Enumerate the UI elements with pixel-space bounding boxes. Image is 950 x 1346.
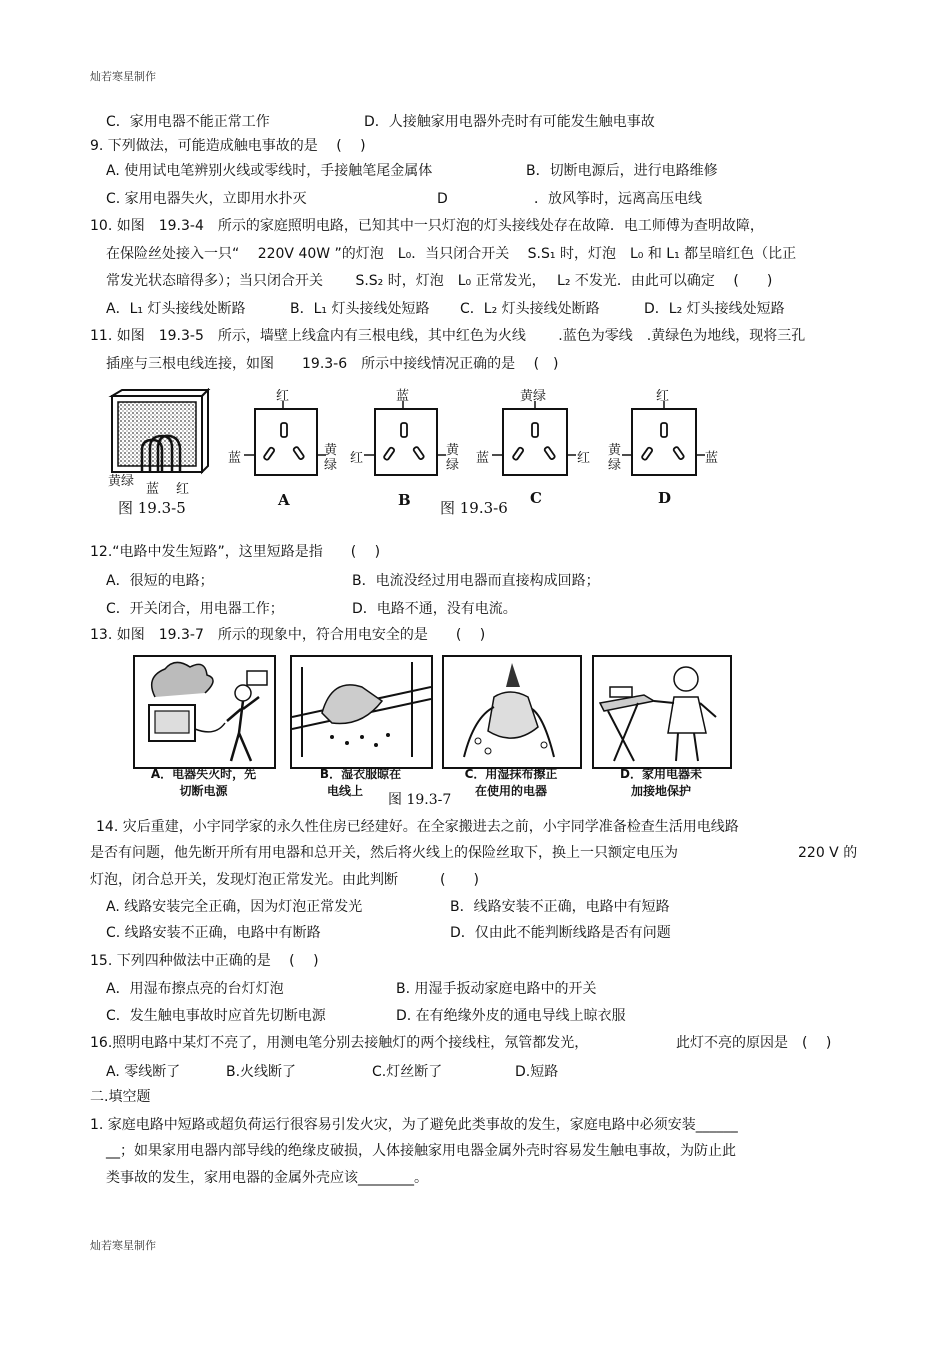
q13-stem: 13. 如图 19.3-7 所示的现象中，符合用电安全的是 ( ) [90,627,486,643]
caption-b-line-1: B．湿衣服晾在 [319,767,402,781]
q11-line-1: 11. 如图 19.3-5 所示，墙壁上线盒内有三根电线，其中红色为火线 .蓝色为零线 .黄绿色为地线，现将三孔 [90,328,806,344]
q15-option-b: B. 用湿手扳动家庭电路中的开关 [396,981,597,997]
q9-option-b: B．切断电源后，进行电路维修 [526,163,718,179]
page-header: 灿若寒星制作 [90,70,156,83]
q9-option-d-letter: D [437,191,448,207]
q16-stem: 16.照明电路中某灯不亮了，用测电笔分别去接触灯的两个接线柱，氖管都发光， [90,1035,589,1051]
socket-c-left-label: 蓝 [476,451,490,466]
fill-q1-line-2: __；如果家用电器内部导线的绝缘皮破损，人体接触家用电器金属外壳时容易发生触电事故，为防止此 [106,1143,736,1159]
illustration-a-fire-unplug [133,655,276,769]
socket-a-letter: A [278,491,290,509]
q9-stem: 9. 下列做法，可能造成触电事故的是 ( ) [90,138,366,154]
socket-a-top-label: 红 [276,389,290,404]
caption-c-line-2: 在使用的电器 [474,784,547,798]
socket-d [608,385,733,505]
socket-b-top-label: 蓝 [396,389,410,404]
q12-option-b: B．电流没经过用电器而直接构成回路； [352,573,600,589]
socket-b-letter: B [398,491,411,509]
socket-c [476,385,601,505]
illustration-b-wet-clothes [290,655,433,769]
wall-box-label-red: 红 [176,482,190,497]
socket-c-right-label: 红 [577,451,591,466]
socket-a [228,385,353,509]
fill-q1-line-1: 1. 家庭电路中短路或超负荷运行很容易引发火灾，为了避免此类事故的发生，家庭电路中必须安装______ [90,1117,738,1133]
wall-box-label-yellow-green: 黄绿 [108,474,135,489]
caption-d-line-2: 加接地保护 [630,784,691,798]
figure-19-3-5-caption: 图 19.3-5 [118,499,186,517]
socket-b [350,385,475,509]
q14-line-3: 灯泡，闭合总开关，发现灯泡正常发光。由此判断 ( ) [90,872,479,888]
q9-option-d: ．放风筝时，远离高压电线 [534,191,702,207]
q10-line-3: 常发光状态暗得多）；当只闭合开关 S.S₂ 时，灯泡 L₀ 正常发光， L₂ 不发光．由此可以确定 ( ) [106,273,773,289]
wet-cloth-drawing [444,657,580,767]
socket-b-left-label: 红 [350,451,364,466]
socket-a-left-label: 蓝 [228,451,242,466]
q9-option-a: A. 使用试电笔辨别火线或零线时，手接触笔尾金属体 [106,163,433,179]
q8-option-d: D．人接触家用电器外壳时有可能发生触电事故 [364,114,655,130]
socket-c-drawing [476,385,601,505]
q16-option-b: B.火线断了 [226,1064,297,1080]
wet-clothes-drawing [292,657,431,767]
q10-line-2: 在保险丝处接入一只“ 220V 40W ”的灯泡 L₀．当只闭合开关 S.S₁ 时，灯泡 L₀ 和 L₁ 都呈暗红色（比正 [106,246,797,262]
figure-19-3-6-caption: 图 19.3-6 [440,499,508,517]
wall-box-label-blue: 蓝 [146,482,160,497]
q14-line-1: 14. 灾后重建，小宇同学家的永久性住房已经建好。在全家搬进去之前，小宇同学准备检查生活用电线路 [96,819,739,835]
q16-option-c: C.灯丝断了 [372,1064,443,1080]
socket-a-right-label: 黄绿 [324,443,338,473]
socket-d-letter: D [658,489,672,507]
socket-c-letter: C [530,489,542,507]
no-ground-drawing [594,657,730,767]
socket-d-top-label: 红 [656,389,670,404]
q10-option-c: C．L₂ 灯头接线处断路 [460,301,600,317]
q14-option-d: D．仅由此不能判断线路是否有问题 [450,925,671,941]
q14-option-a: A. 线路安装完全正确，因为灯泡正常发光 [106,899,363,915]
caption-a-line-1: A．电器失火时，先 [150,767,257,781]
q15-option-a: A．用湿布擦点亮的台灯灯泡 [106,981,284,997]
q15-option-c: C．发生触电事故时应首先切断电源 [106,1008,326,1024]
illustration-c-wet-cloth [442,655,582,769]
page-footer: 灿若寒星制作 [90,1239,156,1252]
q11-line-2: 插座与三根电线连接，如图 19.3-6 所示中接线情况正确的是 ( ) [106,356,559,372]
caption-d-line-1: D．家用电器未 [620,767,702,781]
q10-line-1: 10. 如图 19.3-4 所示的家庭照明电路，已知其中一只灯泡的灯头接线处存在故障．电工师傅为查明故障， [90,218,764,234]
q12-option-a: A．很短的电路； [106,573,214,589]
q15-option-d: D. 在有绝缘外皮的通电导线上晾衣服 [396,1008,626,1024]
q15-stem: 15. 下列四种做法中正确的是 ( ) [90,953,319,969]
socket-d-right-label: 蓝 [705,451,719,466]
caption-b-line-2: 电线上 [326,784,363,798]
q9-option-c: C. 家用电器失火，立即用水扑灭 [106,191,307,207]
q14-option-b: B．线路安装不正确，电路中有短路 [450,899,670,915]
q10-option-d: D．L₂ 灯头接线处短路 [644,301,785,317]
figure-19-3-7-caption: 图 19.3-7 [388,792,452,808]
figure-19-3-5-wall-box [108,388,214,498]
illustration-d-no-ground [592,655,732,769]
socket-b-right-label: 黄绿 [446,443,460,473]
socket-d-left-label: 黄绿 [608,443,622,473]
q10-option-a: A．L₁ 灯头接线处断路 [106,301,246,317]
section-2-title: 二.填空题 [90,1089,151,1105]
caption-c-line-1: C．用湿抹布擦正 [464,767,558,781]
q12-option-c: C．开关闭合，用电器工作； [106,601,284,617]
caption-a-line-2: 切断电源 [179,784,228,798]
q16-stem-end: 此灯不亮的原因是 ( ) [676,1035,832,1051]
fire-scene-drawing [135,657,274,767]
fill-q1-line-3: 类事故的发生，家用电器的金属外壳应该________。 [106,1170,428,1186]
q8-option-c: C．家用电器不能正常工作 [106,114,270,130]
q16-option-a: A. 零线断了 [106,1064,181,1080]
q10-option-b: B．L₁ 灯头接线处短路 [290,301,430,317]
q14-line-2: 是否有问题，他先断开所有用电器和总开关，然后将火线上的保险丝取下，换上一只额定电压为 [90,845,678,861]
q14-option-c: C. 线路安装不正确，电路中有断路 [106,925,321,941]
socket-d-drawing [608,385,733,505]
q14-line-2-end: 220 V 的 [798,845,858,861]
socket-c-top-label: 黄绿 [520,389,547,404]
q16-option-d: D.短路 [515,1064,559,1080]
q12-option-d: D．电路不通，没有电流。 [352,601,517,617]
q12-stem: 12.“电路中发生短路”，这里短路是指 ( ) [90,544,381,560]
